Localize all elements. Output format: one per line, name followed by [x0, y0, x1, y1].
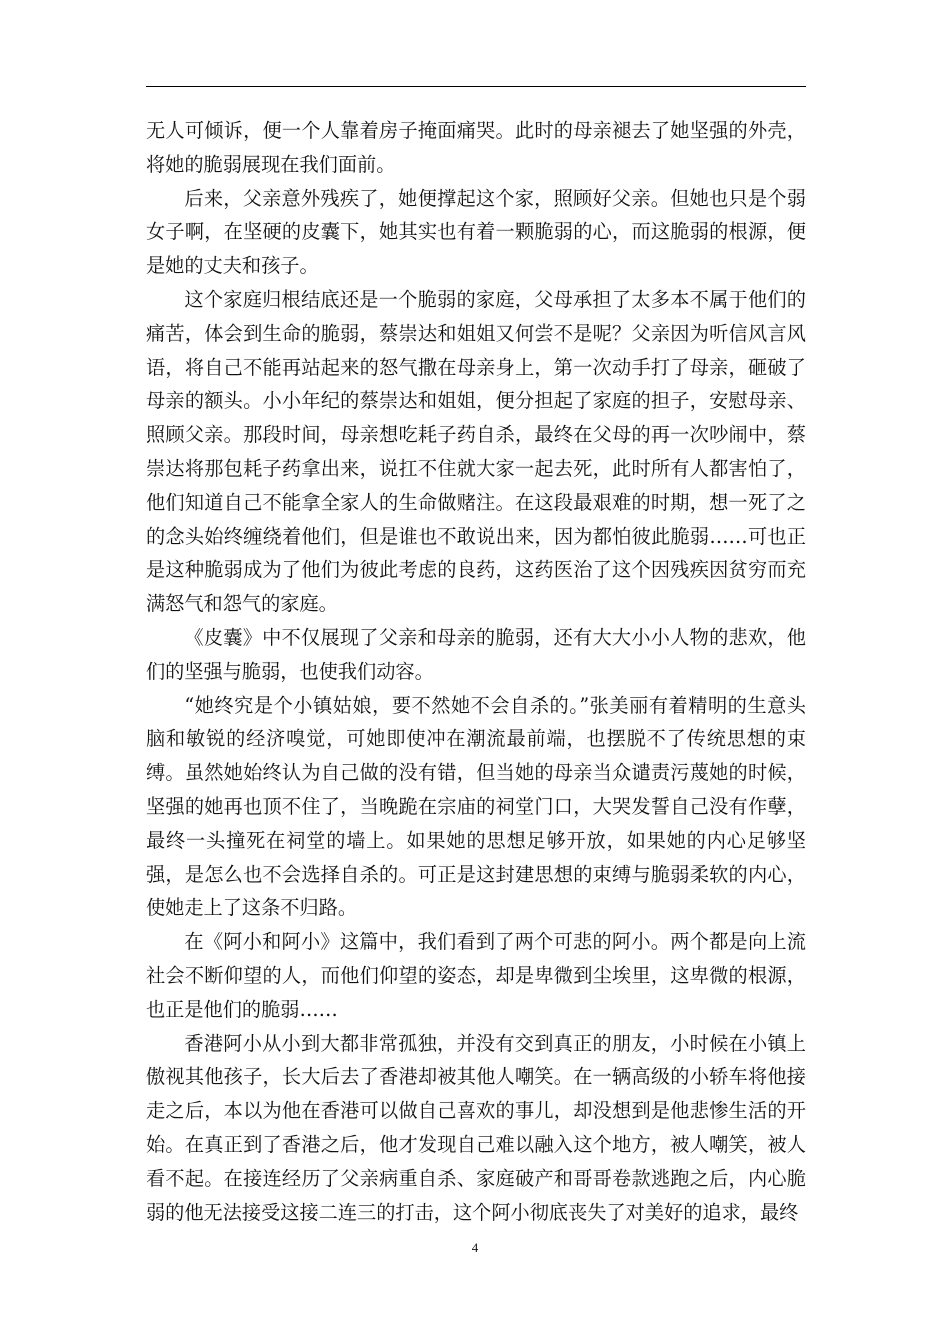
paragraph-3: 这个家庭归根结底还是一个脆弱的家庭，父母承担了太多本不属于他们的痛苦，体会到生命的脆弱，蔡崇达和姐姐又何尝不是呢？父亲因为听信风言风语，将自己不能再站起来的怒气撒在母亲身上，第一次动手打了母亲，砸破了母亲的额头。小小年纪的蔡崇达和姐姐，便分担起了家庭的担子，安慰母亲、照顾父亲。那段时间，母亲想吃耗子药自杀，最终在父母的再一次吵闹中，蔡崇达将那包耗子药拿出来，说扛不住就大家一起去死，此时所有人都害怕了，他们知道自己不能拿全家人的生命做赌注。在这段最艰难的时期，想一死了之的念头始终缠绕着他们，但是谁也不敢说出来，因为都怕彼此脆弱……可也正是这种脆弱成为了他们为彼此考虑的良药，这药医治了这个因残疾因贫穷而充满怒气和怨气的家庭。 [146, 287, 806, 616]
header-rule [146, 86, 806, 87]
document-body [146, 114, 806, 1229]
paragraph-5: “她终究是个小镇姑娘，要不然她不会自杀的。”张美丽有着精明的生意头脑和敏锐的经济嗅觉，可她即使冲在潮流最前端，也摆脱不了传统思想的束缚。虽然她始终认为自己做的没有错，但当她的母亲当众谴责污蔑她的时候，坚强的她再也顶不住了，当晚跪在宗庙的祠堂门口，大哭发誓自己没有作孽，最终一头撞死在祠堂的墙上。如果她的思想足够开放，如果她的内心足够坚强，是怎么也不会选择自杀的。可正是这封建思想的束缚与脆弱柔软的内心，使她走上了这条不归路。 [146, 693, 806, 920]
paragraph-4: 《皮囊》中不仅展现了父亲和母亲的脆弱，还有大大小小人物的悲欢，他们的坚强与脆弱，也使我们动容。 [146, 625, 806, 683]
paragraph-2: 后来，父亲意外残疾了，她便撑起这个家，照顾好父亲。但她也只是个弱女子啊，在坚硬的皮囊下，她其实也有着一颗脆弱的心，而这脆弱的根源，便是她的丈夫和孩子。 [146, 186, 806, 278]
page-number: 4 [471, 1240, 479, 1255]
paragraph-1: 无人可倾诉，便一个人靠着房子掩面痛哭。此时的母亲褪去了她坚强的外壳，将她的脆弱展现在我们面前。 [146, 119, 806, 176]
paragraph-6: 在《阿小和阿小》这篇中，我们看到了两个可悲的阿小。两个都是向上流社会不断仰望的人，而他们仰望的姿态，却是卑微到尘埃里，这卑微的根源，也正是他们的脆弱…… [146, 930, 806, 1021]
paragraph-7: 香港阿小从小到大都非常孤独，并没有交到真正的朋友，小时候在小镇上傲视其他孩子，长大后去了香港却被其他人嘲笑。在一辆高级的小轿车将他接走之后，本以为他在香港可以做自己喜欢的事儿，却没想到是他悲惨生活的开始。在真正到了香港之后，他才发现自己难以融入这个地方，被人嘲笑，被人看不起。在接连经历了父亲病重自杀、家庭破产和哥哥卷款逃跑之后，内心脆弱的他无法接受这接二连三的打击，这个阿小彻底丧失了对美好的追求，最终 [146, 1031, 806, 1224]
